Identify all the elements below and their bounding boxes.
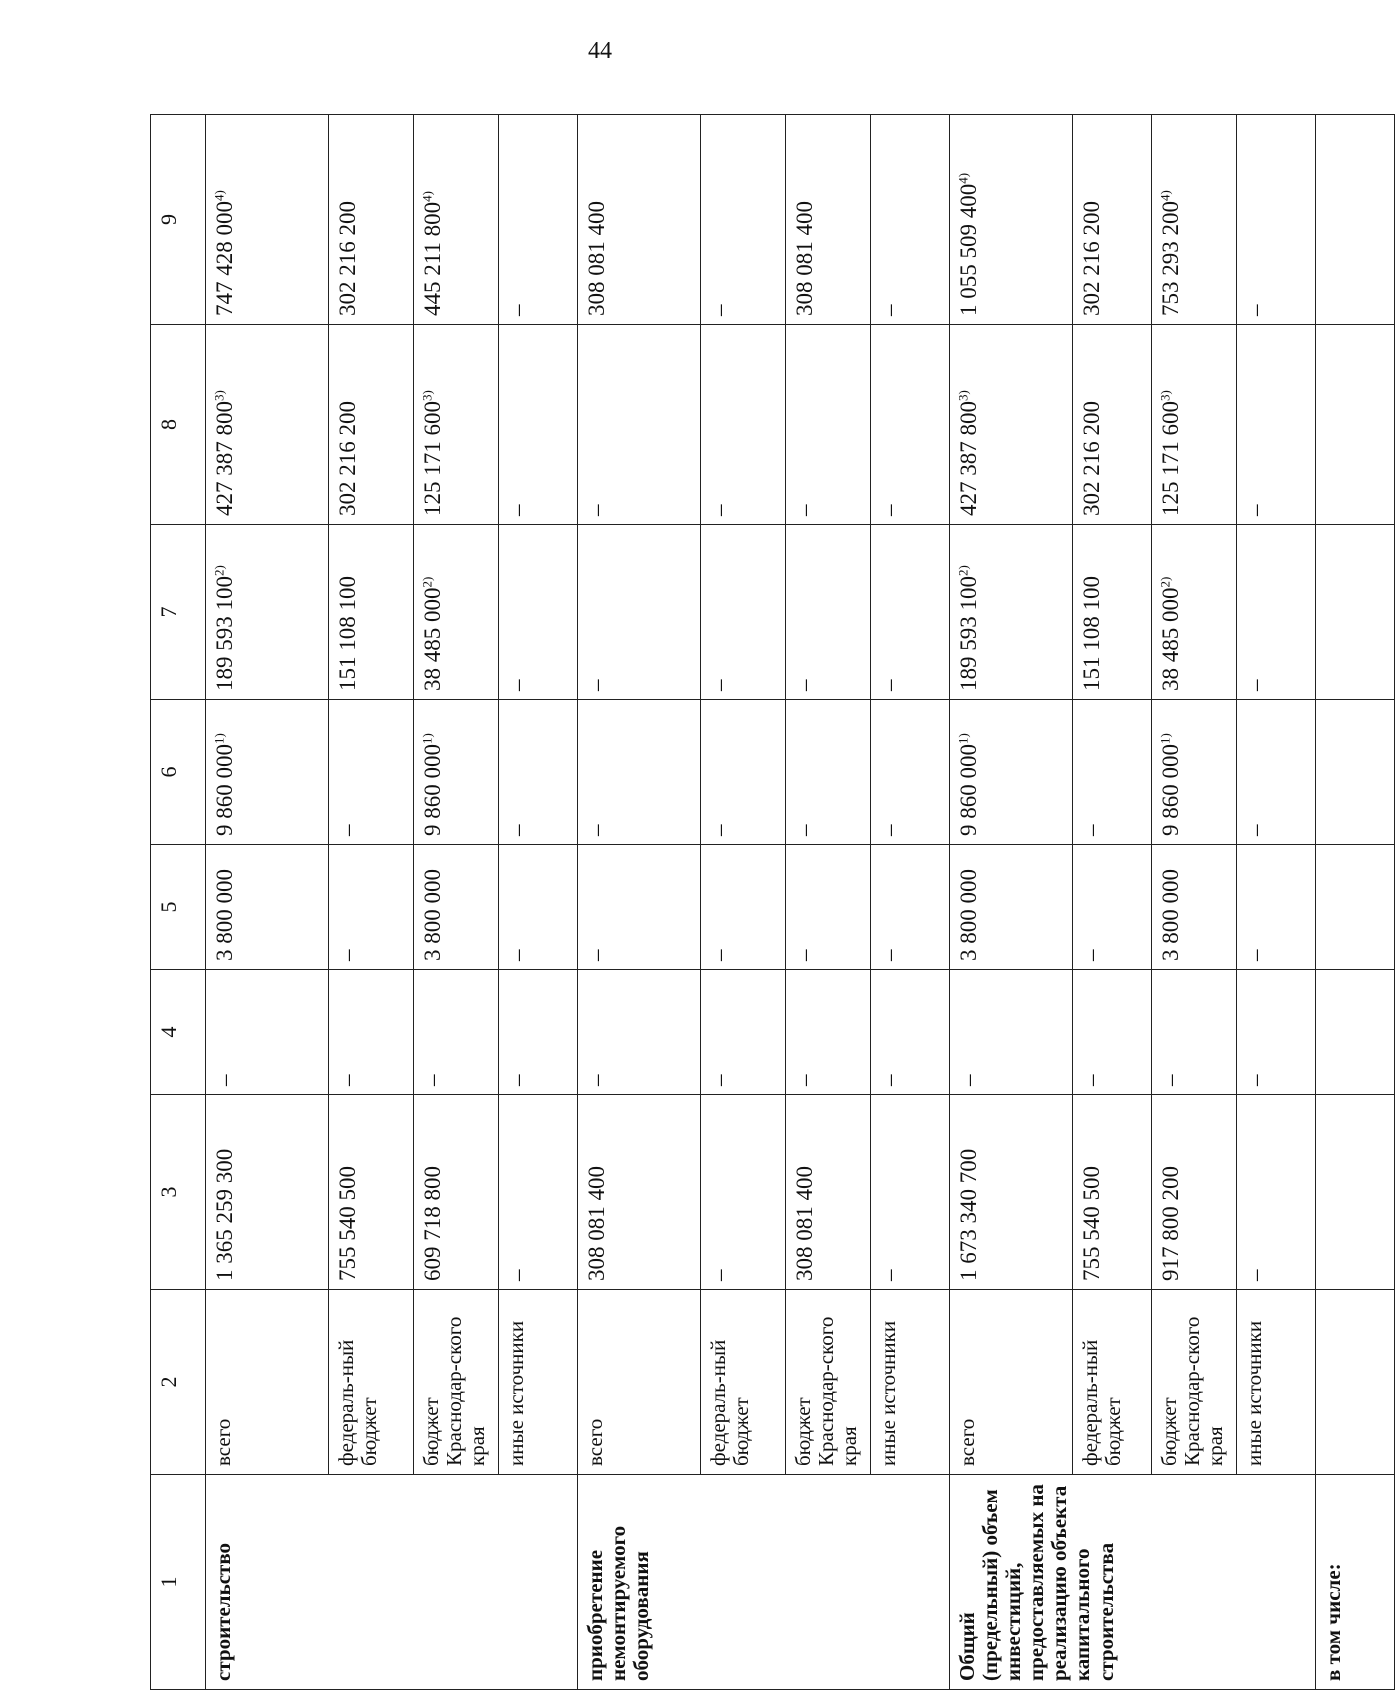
value-text: –	[792, 679, 817, 691]
value-cell-c9	[206, 115, 329, 325]
value-cell-c6	[578, 700, 701, 845]
value-cell-c3	[871, 1095, 950, 1290]
value-cell-c3	[701, 1095, 786, 1290]
value-text: –	[877, 1074, 902, 1086]
value-cell-c6	[1152, 700, 1237, 845]
value-cell-c4	[701, 970, 786, 1095]
value-cell-c4	[1073, 970, 1152, 1095]
value-text: 9 860 000	[956, 744, 981, 836]
value-cell-c6	[414, 700, 499, 845]
value-text: 302 216 200	[1079, 201, 1104, 316]
value-cell-c7	[329, 525, 414, 700]
value-cell-c8	[206, 325, 329, 525]
header-col-7: 7	[151, 525, 206, 700]
funding-source: бюджет Краснодар-ского края	[786, 1290, 871, 1475]
value-text: 917 800 200	[1158, 1166, 1183, 1281]
value-cell-c7	[1073, 525, 1152, 700]
table-row	[1152, 115, 1237, 1690]
value-text: 753 293 200	[1158, 201, 1183, 316]
value-text: –	[1079, 949, 1104, 961]
value-cell-c7	[414, 525, 499, 700]
value-cell-c7	[950, 525, 1073, 700]
header-col-6: 6	[151, 700, 206, 845]
value-text: 308 081 400	[792, 1166, 817, 1281]
value-text: –	[584, 824, 609, 836]
value-text: –	[707, 504, 732, 516]
table-row	[1073, 115, 1152, 1690]
value-cell-c8	[1073, 325, 1152, 525]
value-text: 125 171 600	[1158, 401, 1183, 516]
table-row	[786, 115, 871, 1690]
value-text: –	[584, 679, 609, 691]
value-text: –	[584, 504, 609, 516]
value-cell-c9	[1073, 115, 1152, 325]
section-label: строительство	[206, 1475, 578, 1690]
value-text: –	[505, 304, 530, 316]
value-text: –	[1079, 1074, 1104, 1086]
footnote-marker: 2)	[1157, 576, 1173, 588]
value-text: –	[505, 824, 530, 836]
empty-cell	[1316, 1290, 1395, 1475]
empty-cell	[1316, 970, 1395, 1095]
footer-label: в том числе:	[1316, 1475, 1395, 1690]
funding-source: бюджет Краснодар-ского края	[1152, 1290, 1237, 1475]
footnote-marker: 1)	[1157, 733, 1173, 744]
value-cell-c3	[329, 1095, 414, 1290]
investment-table	[150, 114, 1395, 1690]
value-text: 427 387 800	[956, 401, 981, 516]
header-col-8: 8	[151, 325, 206, 525]
footnote-marker: 3)	[955, 390, 971, 401]
value-cell-c8	[871, 325, 950, 525]
funding-source: всего	[950, 1290, 1073, 1475]
value-text: –	[707, 824, 732, 836]
header-col-9: 9	[151, 115, 206, 325]
value-text: –	[707, 1074, 732, 1086]
footnote-marker: 1)	[419, 733, 435, 744]
value-text: –	[1079, 824, 1104, 836]
value-text: 747 428 000	[212, 201, 237, 316]
funding-source: бюджет Краснодар-ского края	[414, 1290, 499, 1475]
header-col-1: 1	[151, 1475, 206, 1690]
funding-source: федераль-ный бюджет	[1073, 1290, 1152, 1475]
header-col-5: 5	[151, 845, 206, 970]
value-text: –	[335, 824, 360, 836]
value-text: 1 673 340 700	[956, 1148, 981, 1281]
value-cell-c3	[950, 1095, 1073, 1290]
value-text: 125 171 600	[420, 401, 445, 516]
value-cell-c5	[414, 845, 499, 970]
empty-cell	[1316, 845, 1395, 970]
value-text: –	[792, 949, 817, 961]
header-col-4: 4	[151, 970, 206, 1095]
section-label: приобретение немонтируемого оборудования	[578, 1475, 950, 1690]
value-text: 308 081 400	[792, 201, 817, 316]
value-cell-c4	[414, 970, 499, 1095]
value-text: 38 485 000	[420, 587, 445, 691]
value-text: –	[584, 1074, 609, 1086]
value-text: –	[1243, 949, 1268, 961]
value-cell-c5	[1237, 845, 1316, 970]
value-cell-c5	[786, 845, 871, 970]
value-text: –	[877, 504, 902, 516]
value-cell-c7	[206, 525, 329, 700]
value-cell-c4	[1152, 970, 1237, 1095]
value-cell-c6	[786, 700, 871, 845]
value-text: –	[877, 1269, 902, 1281]
footnote-marker: 4)	[211, 190, 227, 201]
value-text: 9 860 000	[212, 744, 237, 836]
value-text: –	[707, 949, 732, 961]
value-cell-c7	[871, 525, 950, 700]
value-cell-c7	[1237, 525, 1316, 700]
value-text: 3 800 000	[420, 869, 445, 961]
table-row	[578, 115, 701, 1690]
value-text: 609 718 800	[420, 1166, 445, 1281]
funding-source: иные источники	[1237, 1290, 1316, 1475]
table-row	[1237, 115, 1316, 1690]
table-row	[701, 115, 786, 1690]
table-row	[206, 115, 329, 1690]
footnote-marker: 2)	[211, 565, 227, 576]
value-text: 302 216 200	[335, 201, 360, 316]
value-cell-c4	[1237, 970, 1316, 1095]
footnote-marker: 4)	[419, 191, 435, 202]
value-text: –	[707, 1269, 732, 1281]
value-cell-c9	[1152, 115, 1237, 325]
value-text: –	[335, 1074, 360, 1086]
value-text: 755 540 500	[1079, 1166, 1104, 1281]
value-cell-c5	[950, 845, 1073, 970]
value-cell-c4	[329, 970, 414, 1095]
value-cell-c9	[499, 115, 578, 325]
table-row	[414, 115, 499, 1690]
value-cell-c6	[701, 700, 786, 845]
value-cell-c6	[206, 700, 329, 845]
value-cell-c3	[1152, 1095, 1237, 1290]
value-text: –	[1158, 1074, 1183, 1086]
value-text: –	[1243, 1269, 1268, 1281]
value-cell-c6	[329, 700, 414, 845]
value-cell-c9	[950, 115, 1073, 325]
value-cell-c9	[1237, 115, 1316, 325]
value-cell-c7	[701, 525, 786, 700]
value-text: –	[877, 949, 902, 961]
value-text: –	[505, 1074, 530, 1086]
footnote-marker: 2)	[955, 565, 971, 576]
footnote-marker: 1)	[955, 733, 971, 744]
value-text: –	[1243, 304, 1268, 316]
value-text: –	[792, 1074, 817, 1086]
value-text: –	[707, 304, 732, 316]
funding-source: федераль-ный бюджет	[329, 1290, 414, 1475]
value-text: 9 860 000	[420, 744, 445, 836]
value-text: –	[505, 679, 530, 691]
value-text: 9 860 000	[1158, 744, 1183, 836]
value-cell-c3	[206, 1095, 329, 1290]
value-text: –	[1243, 824, 1268, 836]
value-cell-c5	[578, 845, 701, 970]
funding-source: федераль-ный бюджет	[701, 1290, 786, 1475]
header-row	[151, 115, 206, 1690]
value-cell-c5	[871, 845, 950, 970]
value-cell-c9	[414, 115, 499, 325]
value-cell-c8	[329, 325, 414, 525]
value-cell-c8	[950, 325, 1073, 525]
footer-row	[1316, 115, 1395, 1690]
value-text: –	[1243, 504, 1268, 516]
value-text: –	[1243, 1074, 1268, 1086]
table-row	[871, 115, 950, 1690]
value-text: 151 108 100	[1079, 576, 1104, 691]
value-cell-c9	[871, 115, 950, 325]
value-text: –	[420, 1074, 445, 1086]
value-cell-c8	[701, 325, 786, 525]
value-text: 151 108 100	[335, 576, 360, 691]
value-cell-c5	[206, 845, 329, 970]
value-cell-c6	[499, 700, 578, 845]
value-text: 445 211 800	[420, 201, 445, 316]
value-cell-c4	[871, 970, 950, 1095]
footnote-marker: 2)	[419, 576, 435, 588]
table-row	[950, 115, 1073, 1690]
value-text: –	[792, 824, 817, 836]
empty-cell	[1316, 700, 1395, 845]
value-cell-c7	[499, 525, 578, 700]
funding-source: иные источники	[871, 1290, 950, 1475]
value-cell-c9	[329, 115, 414, 325]
value-text: 38 485 000	[1158, 587, 1183, 691]
value-text: 1 055 509 400	[956, 183, 981, 316]
value-text: 302 216 200	[335, 401, 360, 516]
value-cell-c9	[786, 115, 871, 325]
value-cell-c6	[871, 700, 950, 845]
value-text: –	[212, 1074, 237, 1086]
value-cell-c5	[1152, 845, 1237, 970]
value-cell-c7	[1152, 525, 1237, 700]
value-cell-c6	[1073, 700, 1152, 845]
footnote-marker: 1)	[211, 733, 227, 744]
value-cell-c4	[950, 970, 1073, 1095]
empty-cell	[1316, 115, 1395, 325]
value-cell-c6	[1237, 700, 1316, 845]
value-cell-c3	[414, 1095, 499, 1290]
value-text: 302 216 200	[1079, 401, 1104, 516]
value-text: –	[792, 504, 817, 516]
value-text: 189 593 100	[212, 576, 237, 691]
empty-cell	[1316, 1095, 1395, 1290]
footnote-marker: 3)	[1157, 390, 1173, 401]
value-cell-c8	[1237, 325, 1316, 525]
section-label: Общий (предельный) объем инвестиций, предоставляемых на реализацию объекта капитального строительства	[950, 1475, 1316, 1690]
value-cell-c3	[578, 1095, 701, 1290]
value-cell-c9	[701, 115, 786, 325]
funding-source: иные источники	[499, 1290, 578, 1475]
value-cell-c7	[786, 525, 871, 700]
empty-cell	[1316, 525, 1395, 700]
value-cell-c3	[786, 1095, 871, 1290]
footnote-marker: 3)	[419, 390, 435, 401]
value-cell-c8	[414, 325, 499, 525]
value-cell-c3	[1237, 1095, 1316, 1290]
value-text: –	[956, 1074, 981, 1086]
value-text: –	[877, 824, 902, 836]
value-text: 3 800 000	[212, 869, 237, 961]
value-text: 3 800 000	[1158, 869, 1183, 961]
funding-source: всего	[206, 1290, 329, 1475]
value-text: –	[505, 504, 530, 516]
value-text: –	[584, 949, 609, 961]
value-text: 3 800 000	[956, 869, 981, 961]
value-text: –	[707, 679, 732, 691]
value-cell-c8	[578, 325, 701, 525]
value-text: –	[335, 949, 360, 961]
header-col-3: 3	[151, 1095, 206, 1290]
value-cell-c3	[1073, 1095, 1152, 1290]
value-cell-c3	[499, 1095, 578, 1290]
value-cell-c4	[786, 970, 871, 1095]
value-text: 755 540 500	[335, 1166, 360, 1281]
value-text: –	[1243, 679, 1268, 691]
value-cell-c5	[499, 845, 578, 970]
value-cell-c4	[578, 970, 701, 1095]
value-cell-c5	[701, 845, 786, 970]
footnote-marker: 4)	[1157, 190, 1173, 201]
value-cell-c8	[499, 325, 578, 525]
value-cell-c8	[786, 325, 871, 525]
value-text: 1 365 259 300	[212, 1148, 237, 1281]
table-row	[499, 115, 578, 1690]
value-text: –	[505, 949, 530, 961]
rotated-table-container	[150, 115, 1345, 1690]
value-text: –	[877, 679, 902, 691]
value-text: 427 387 800	[212, 401, 237, 516]
value-text: 308 081 400	[584, 1166, 609, 1281]
funding-source: всего	[578, 1290, 701, 1475]
value-cell-c7	[578, 525, 701, 700]
value-cell-c6	[950, 700, 1073, 845]
value-text: 189 593 100	[956, 576, 981, 691]
table-row	[329, 115, 414, 1690]
footnote-marker: 3)	[211, 390, 227, 401]
footnote-marker: 4)	[955, 172, 971, 184]
empty-cell	[1316, 325, 1395, 525]
value-cell-c5	[329, 845, 414, 970]
value-text: –	[877, 304, 902, 316]
header-col-2: 2	[151, 1290, 206, 1475]
value-text: –	[505, 1269, 530, 1281]
page-number: 44	[588, 38, 612, 64]
value-cell-c4	[499, 970, 578, 1095]
value-cell-c9	[578, 115, 701, 325]
value-text: 308 081 400	[584, 201, 609, 316]
value-cell-c4	[206, 970, 329, 1095]
value-cell-c8	[1152, 325, 1237, 525]
value-cell-c5	[1073, 845, 1152, 970]
